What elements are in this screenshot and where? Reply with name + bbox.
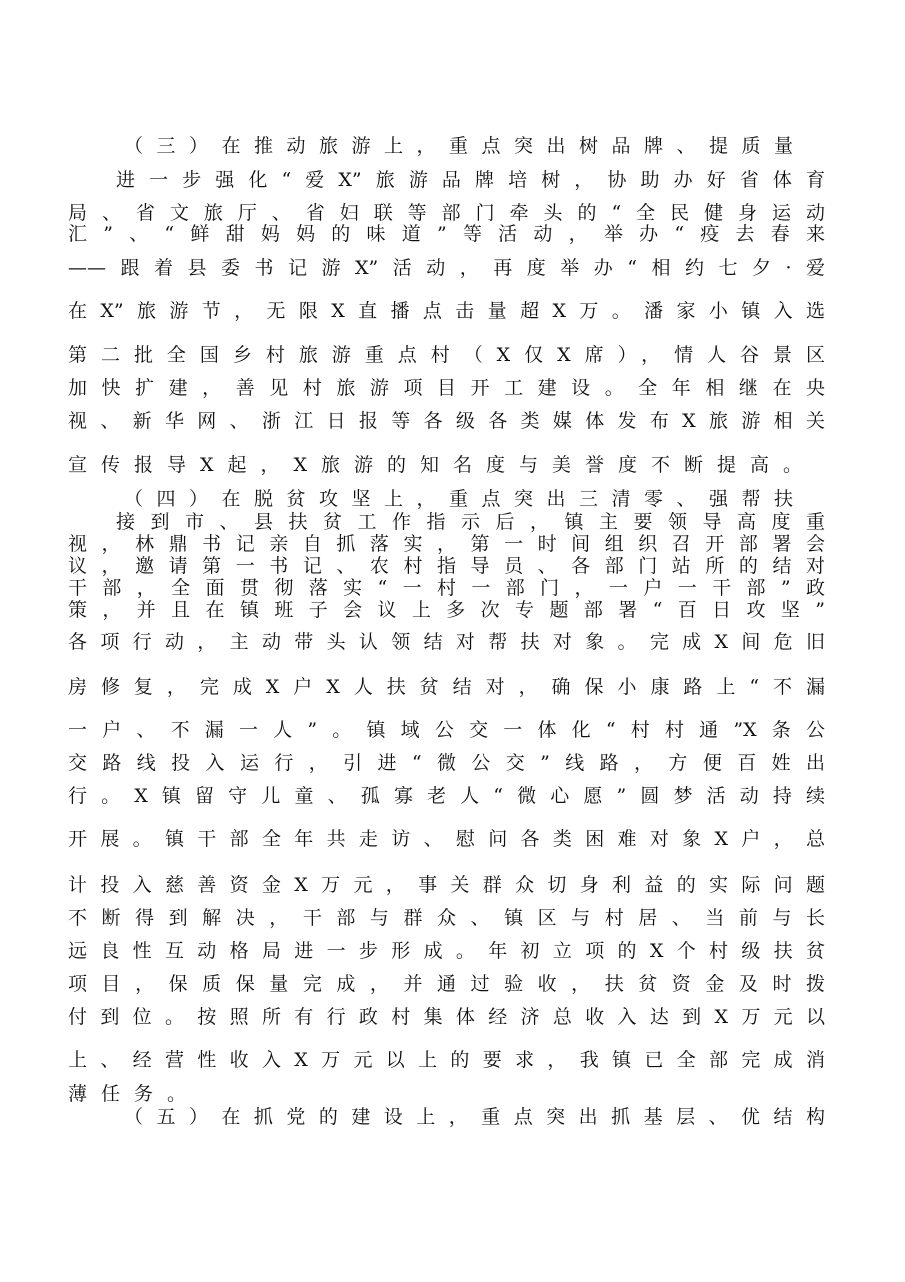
paragraph-line: 各项行动，主动带头认领结对帮扶对象。完成X间危旧 (68, 631, 825, 653)
paragraph-line: 视，林鼎书记亲自抓落实，第一时间组织召开部署会 (68, 533, 825, 555)
paragraph-line: 汇”、“鲜甜妈妈的味道”等活动，举办“疫去春来 (68, 223, 825, 245)
paragraph-line: 计投入慈善资金X万元，事关群众切身利益的实际问题 (68, 874, 825, 896)
paragraph-line: 进一步强化“爱X”旅游品牌培树，协助办好省体育 (116, 169, 825, 191)
paragraph-line: ——跟着县委书记游X”活动，再度举办“相约七夕·爱 (68, 257, 825, 279)
paragraph-line: 在X”旅游节，无限X直播点击量超X万。潘家小镇入选 (68, 300, 825, 322)
paragraph-line: 一户、不漏一人”。镇域公交一体化“村村通”X条公 (68, 719, 825, 741)
paragraph-line: 接到市、县扶贫工作指示后，镇主要领导高度重 (116, 511, 825, 533)
paragraph-line: 交路线投入运行，引进“微公交”线路，方便百姓出 (68, 752, 825, 774)
paragraph-line: 远良性互动格局进一步形成。年初立项的X个村级扶贫 (68, 940, 825, 962)
paragraph-line: 行。X镇留守儿童、孤寡老人“微心愿”圆梦活动持续 (68, 785, 825, 807)
paragraph-line: 不断得到解决，干部与群众、镇区与村居、当前与长 (68, 907, 825, 929)
paragraph-line: 局、省文旅厅、省妇联等部门牵头的“全民健身运动 (68, 202, 825, 224)
paragraph-line: 干部，全面贯彻落实“一村一部门，一户一干部”政 (68, 577, 825, 599)
paragraph-line: 视、新华网、浙江日报等各级各类媒体发布X旅游相关 (68, 410, 825, 432)
paragraph-line: 项目，保质保量完成，并通过验收，扶贫资金及时拨 (68, 973, 825, 995)
paragraph-line: 房修复，完成X户X人扶贫结对，确保小康路上“不漏 (68, 676, 825, 698)
paragraph-line: 开展。镇干部全年共走访、慰问各类困难对象X户，总 (68, 828, 825, 850)
paragraph-line: 付到位。按照所有行政村集体经济总收入达到X万元以 (68, 1006, 825, 1028)
section-heading-poverty: （四）在脱贫攻坚上，重点突出三清零、强帮扶 (124, 488, 793, 510)
paragraph-line: 第二批全国乡村旅游重点村（X仅X席），情人谷景区 (68, 344, 825, 366)
section-heading-tourism: （三）在推动旅游上，重点突出树品牌、提质量 (124, 135, 793, 157)
paragraph-line: 策，并且在镇班子会议上多次专题部署“百日攻坚” (68, 599, 825, 621)
paragraph-line: 议，邀请第一书记、农村指导员、各部门站所的结对 (68, 555, 825, 577)
paragraph-line: 宣传报导X起，X旅游的知名度与美誉度不断提高。 (68, 454, 817, 476)
paragraph-line: 加快扩建，善见村旅游项目开工建设。全年相继在央 (68, 377, 825, 399)
paragraph-line: 上、经营性收入X万元以上的要求，我镇已全部完成消 (68, 1049, 825, 1071)
section-heading-party: （五）在抓党的建设上，重点突出抓基层、优结构 (124, 1106, 825, 1128)
paragraph-line: 薄任务。 (68, 1083, 201, 1105)
